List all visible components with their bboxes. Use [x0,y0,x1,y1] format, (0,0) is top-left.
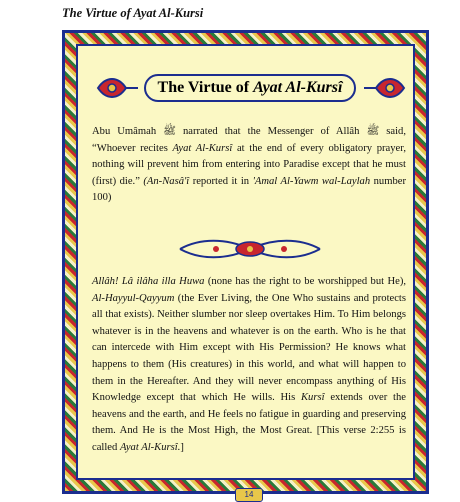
title-band [78,70,413,106]
text: ] [180,441,184,453]
text: (none has the right to be worshipped but He), [204,276,406,287]
title-italic: Ayat Al-Kursî [253,79,343,96]
page-panel [76,44,415,499]
honorific-glyph: ﷺ [163,126,176,137]
honorific-glyph: ﷺ [366,126,380,137]
italic-term: Ayat Al-Kursî [172,142,233,154]
decorative-frame [62,30,429,499]
text: said, “Whoever recites [92,126,407,154]
page-title [144,74,356,102]
italic-term: Allâh! Lâ ilâha illa Huwa [92,276,205,287]
text: narrated that the Messenger of Allâh [175,126,367,137]
left-title-ornament-icon [96,76,140,100]
title-prefix: The Virtue of [157,79,254,96]
italic-term: (An-Nasâ'î [143,175,190,187]
italic-term: Al-Hayyul-Qayyum [92,292,175,304]
italic-term: Kursî [300,392,325,404]
text: at the end of every obligatory prayer, nothing will prevent him from entering into Paradise except that he must (first) die.” [92,142,406,187]
hadith-paragraph [92,124,406,207]
right-title-ornament-icon [362,76,406,100]
text: (the Ever Living, the One Who sustains and protects all that exists). Neither slumber nor sleep overtakes Him. To Him belongs whatever is in the heavens and whatever is on the earth. Who is he that can intercede with Him except with His Permission? He knows what happens to them (His creatures) in this world, and what will happen to them in the Hereafter. And they will never encompass anything of His Knowledge except that which He wills. His [92,292,406,404]
text: number 100) [92,175,406,204]
italic-term: Ayat Al-Kursî. [119,441,181,453]
section-divider-ornament-icon [176,238,324,260]
text: extends over the heavens and the earth, and He feels no fatigue in guarding and preserving them. And He is the Most High, the Most Great. [This verse 2:255 is called [92,392,406,453]
running-head: The Virtue of Ayat Al-Kursi [62,6,204,20]
text: Abu Umâmah [92,126,164,137]
italic-term: 'Amal Al-Yawm wal-Laylah [252,175,371,187]
page-number: 14 [235,488,263,502]
text: reported it in [189,175,253,187]
verse-translation-paragraph [92,274,406,457]
